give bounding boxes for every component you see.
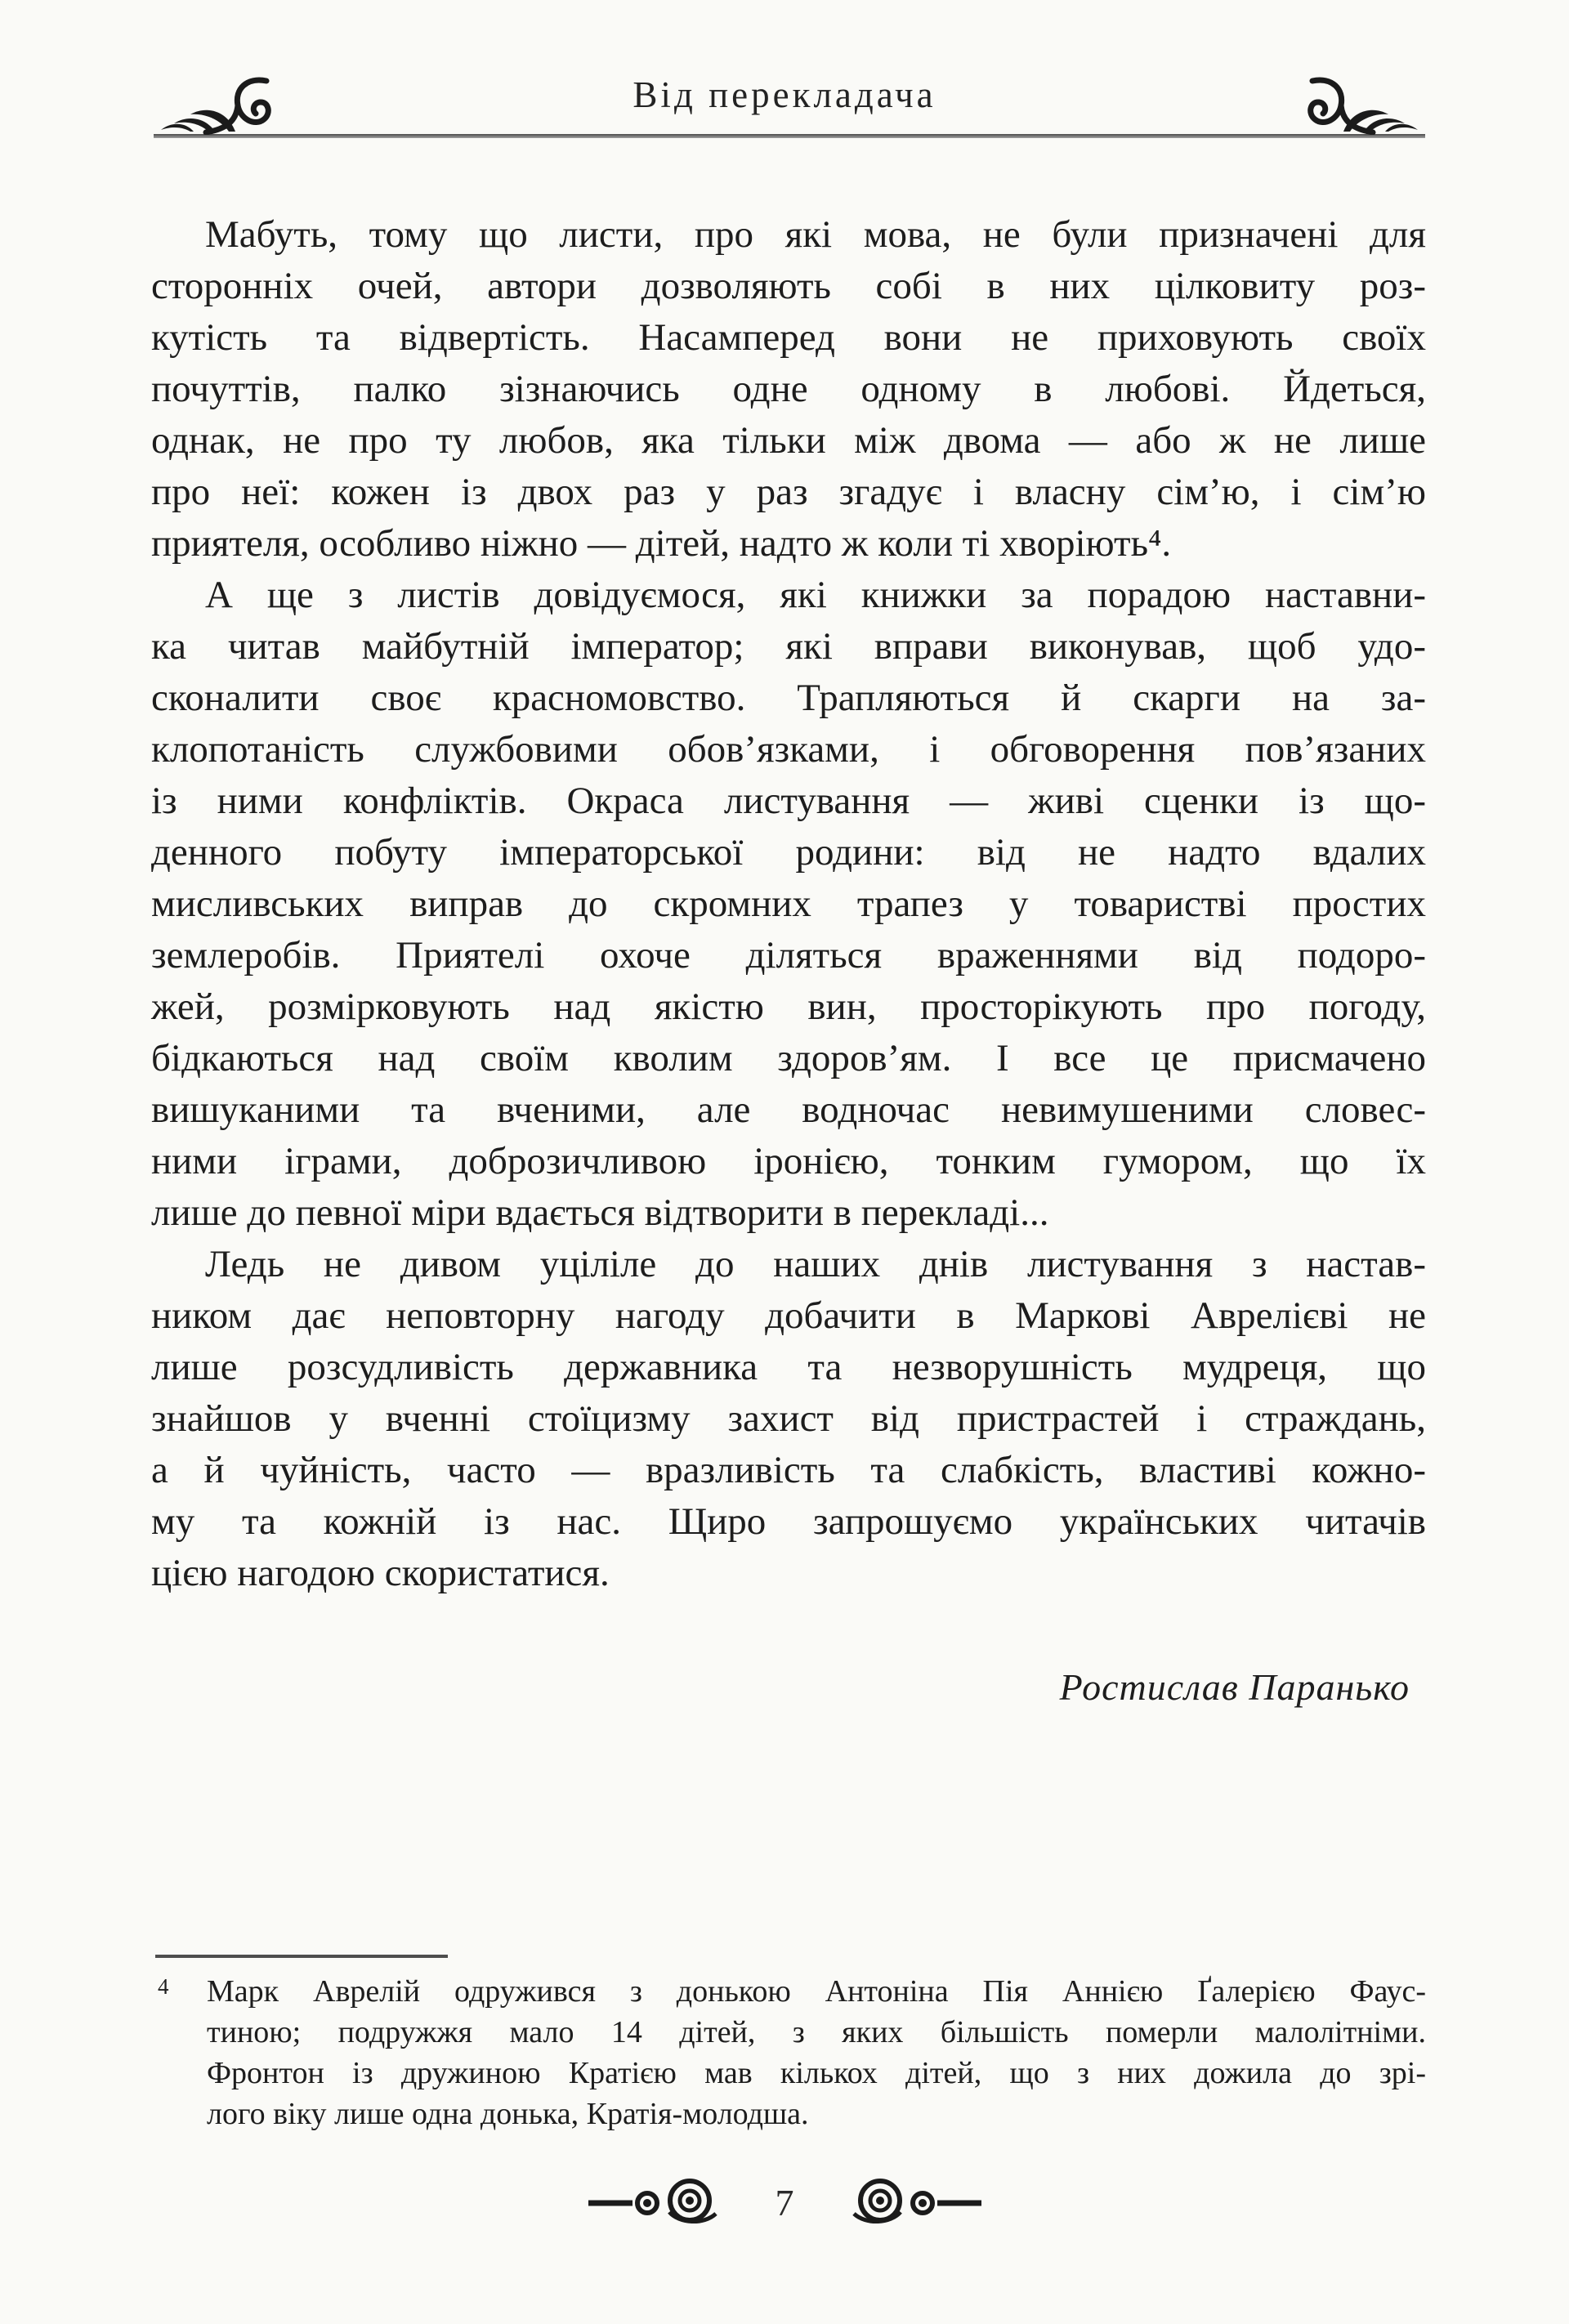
body-line: про неї: кожен із двох раз у раз згадує і власну сім’ю, і сім’ю: [151, 471, 1426, 513]
body-line: А ще з листів довідуємося, які книжки за порадою наставни-: [205, 574, 1426, 616]
footnote-line: лого віку лише одна донька, Кратія-молодша.: [207, 2097, 809, 2131]
body-line: сторонніх очей, автори дозволяють собі в них цілковиту роз-: [151, 265, 1426, 307]
header-flourish-left-icon: [157, 74, 279, 135]
footer-scroll-right-icon: [832, 2179, 983, 2226]
body-line: приятеля, особливо ніжно — дітей, надто ж коли ті хворіють⁴.: [151, 522, 1172, 565]
paragraph: [151, 1239, 1426, 1599]
paragraph: [151, 570, 1426, 1239]
body-line: клопотаність службовими обов’язками, і обговорення пов’язаних: [151, 728, 1426, 771]
body-line: сконалити своє красномовство. Трапляються й скарги на за-: [151, 677, 1426, 719]
body-line: ка читав майбутній імператор; які вправи виконував, щоб удо-: [151, 625, 1426, 668]
body-line: цією нагодою скористатися.: [151, 1552, 610, 1594]
body-line: із ними конфліктів. Окраса листування — живі сценки із що-: [151, 780, 1426, 822]
body-line: Мабуть, тому що листи, про які мова, не були призначені для: [205, 213, 1426, 256]
translator-signature: Ростислав Паранько: [1059, 1666, 1410, 1708]
body-line: ними іграми, доброзичливою іронією, тонким гумором, що їх: [151, 1140, 1426, 1182]
footnote-line: Фронтон із дружиною Кратією мав кількох дітей, що з них дожила до зрі-: [207, 2056, 1426, 2090]
body-line: бідкаються над своїм кволим здоров’ям. І все це присмачено: [151, 1037, 1426, 1079]
body-line: мисливських виправ до скромних трапез у товаристві простих: [151, 883, 1426, 925]
footnote-line: тиною; подружжя мало 14 дітей, з яких більшість померли малолітніми.: [207, 2015, 1426, 2049]
body-line: а й чуйність, часто — вразливість та слабкість, властиві кожно-: [151, 1449, 1426, 1491]
header-rule: [154, 134, 1425, 138]
body-line: му та кожній із нас. Щиро запрошуємо українських читачів: [151, 1500, 1426, 1543]
page-number: 7: [775, 2181, 794, 2223]
footnote-marker: 4: [158, 1974, 169, 1999]
header-flourish-right-icon: [1299, 74, 1422, 135]
body-line: Ледь не дивом уціліле до наших днів листування з настав-: [205, 1243, 1426, 1285]
body-text: [151, 209, 1426, 1599]
paragraph: [151, 209, 1426, 570]
body-line: ником дає неповторну нагоду добачити в Маркові Аврелієві не: [151, 1294, 1426, 1337]
body-line: однак, не про ту любов, яка тільки між двома — або ж не лише: [151, 419, 1426, 462]
body-line: денного побуту імператорської родини: від не надто вдалих: [151, 831, 1426, 874]
footnote-lines: [151, 1971, 1426, 2134]
body-line: лише до певної міри вдається відтворити в перекладі...: [151, 1191, 1049, 1234]
body-line: жей, розмірковують над якістю вин, просторікують про погоду,: [151, 985, 1426, 1028]
footnote-line: Марк Аврелій одружився з донькою Антоніна Пія Аннією Ґалерією Фаус-: [207, 1974, 1426, 2009]
body-line: лише розсудливість державника та незворушність мудреця, що: [151, 1346, 1426, 1388]
body-line: кутість та відвертість. Насамперед вони не приховують своїх: [151, 316, 1426, 359]
footer-scroll-left-icon: [587, 2179, 738, 2226]
body-line: землеробів. Приятелі охоче діляться враженнями від подоро-: [151, 934, 1426, 977]
page-footer: [0, 2174, 1569, 2231]
page-title: Від перекладача: [633, 74, 936, 115]
body-line: вишуканими та вченими, але водночас невимушеними словес-: [151, 1088, 1426, 1131]
body-line: знайшов у вченні стоїцизму захист від пристрастей і страждань,: [151, 1397, 1426, 1440]
footnote-rule: [155, 1955, 448, 1958]
body-line: почуттів, палко зізнаючись одне одному в любові. Йдеться,: [151, 368, 1426, 410]
footnote: [151, 1971, 1426, 2134]
